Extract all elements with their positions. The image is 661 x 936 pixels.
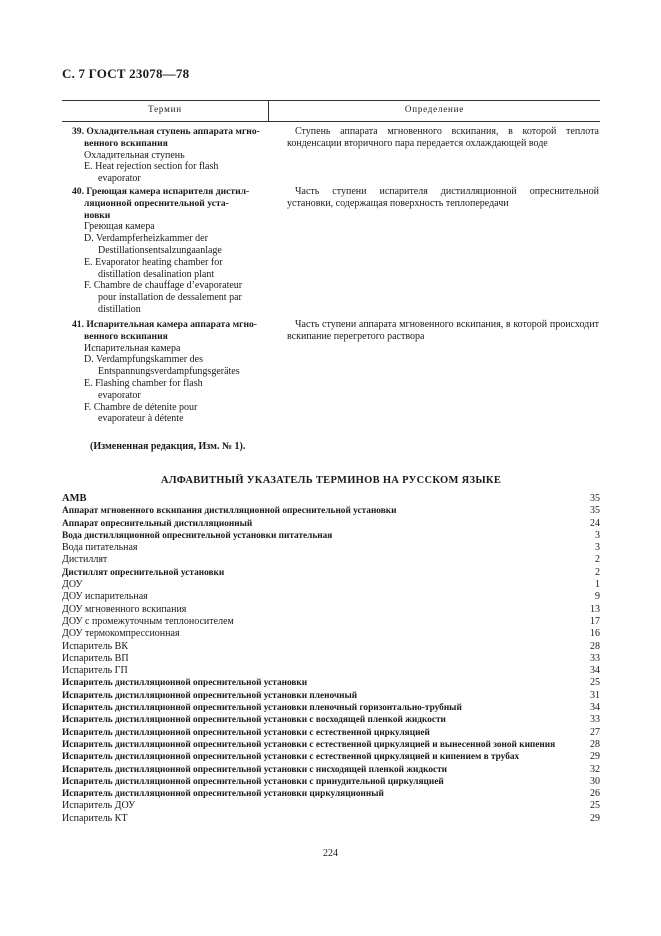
index-term: ДОУ термокомпрессионная xyxy=(62,628,180,640)
term-line: Испарительная камера xyxy=(84,342,181,354)
alphabetical-index xyxy=(62,493,600,825)
index-row xyxy=(62,653,600,665)
term-entry-39 xyxy=(72,126,268,185)
index-page-ref: 28 xyxy=(590,738,600,750)
index-term: Аппарат опреснительный дистилляционный xyxy=(62,518,253,529)
term-line: D. Verdampferheizkammer der xyxy=(84,233,208,245)
index-row xyxy=(62,554,600,566)
index-term: Аппарат мгновенного вскипания дистилляционной опреснительной установки xyxy=(62,506,397,517)
index-page-ref: 27 xyxy=(590,726,600,738)
index-page-ref: 13 xyxy=(590,603,600,615)
index-term: Испаритель ГП xyxy=(62,665,128,677)
index-page-ref: 25 xyxy=(590,677,600,689)
index-row xyxy=(62,616,600,628)
index-page-ref: 29 xyxy=(590,751,600,763)
definition-39 xyxy=(287,126,599,150)
index-term: Дистиллят xyxy=(62,554,108,566)
page-number: 224 xyxy=(323,848,338,859)
index-term: Вода дистилляционной опреснительной установки питательная xyxy=(62,530,333,541)
definition-text: Часть ступени аппарата мгновенного вскипания, в которой происходит вскипание перегретого раствора xyxy=(287,319,599,342)
index-term: Испаритель дистилляционной опреснительной установки пленочный xyxy=(62,690,358,701)
index-page-ref: 9 xyxy=(595,591,600,603)
term-title-line: 40. Греющая камера испарителя дистил- xyxy=(72,186,250,197)
index-term: Испаритель ВП xyxy=(62,652,129,664)
term-entry-40 xyxy=(72,186,268,316)
index-row xyxy=(62,751,600,763)
term-title-line: венного вскипания xyxy=(84,137,168,149)
term-line: E. Evaporator heating chamber for xyxy=(84,256,223,268)
index-row xyxy=(62,641,600,653)
index-page-ref: 16 xyxy=(590,628,600,640)
index-title: АЛФАВИТНЫЙ УКАЗАТЕЛЬ ТЕРМИНОВ НА РУССКОМ ЯЗЫКЕ xyxy=(160,475,502,486)
index-page-ref: 34 xyxy=(590,702,600,714)
index-row xyxy=(62,727,600,739)
index-page-ref: 33 xyxy=(590,652,600,664)
definition-text: Ступень аппарата мгновенного вскипания, в которой теплота конденсации вторичного пара передается охлаждающей воде xyxy=(287,126,599,149)
term-line: E. Heat rejection section for flash xyxy=(84,161,219,173)
index-term: Испаритель дистилляционной опреснительной установки с нисходящей пленкой жидкости xyxy=(62,764,448,775)
index-term: Испаритель дистилляционной опреснительной установки пленочный горизонтально-трубный xyxy=(62,703,462,714)
amendment-note: (Измененная редакция, Изм. № 1). xyxy=(90,441,246,452)
index-term: Испаритель КТ xyxy=(62,812,128,824)
index-term: ДОУ мгновенного вскипания xyxy=(62,603,187,615)
term-line: D. Verdampfungskammer des xyxy=(84,354,203,366)
index-term: ДОУ испарительная xyxy=(62,591,148,603)
index-row xyxy=(62,604,600,616)
index-term: Дистиллят опреснительной установки xyxy=(62,567,225,578)
term-title-line: венного вскипания xyxy=(84,330,168,342)
index-term: Испаритель ДОУ xyxy=(62,800,136,812)
table-header-rule xyxy=(62,121,600,122)
index-page-ref: 31 xyxy=(590,689,600,701)
page-header: С. 7 ГОСТ 23078—78 xyxy=(62,66,190,81)
index-row xyxy=(62,530,600,542)
term-title-line: 41. Испарительная камера аппарата мгно- xyxy=(72,319,257,330)
term-line: Entspannungsverdampfungsgerätes xyxy=(98,366,240,378)
index-page-ref: 29 xyxy=(590,812,600,824)
term-line: evaporator xyxy=(98,389,141,401)
term-line: Destillationsentsalzungaanlage xyxy=(98,244,222,256)
definition-41 xyxy=(287,319,599,343)
column-header-definition: Определение xyxy=(404,104,465,114)
index-row xyxy=(62,665,600,677)
index-term: АМВ xyxy=(62,493,87,504)
term-line: distillation xyxy=(98,303,141,315)
index-term: Испаритель дистилляционной опреснительной установки циркуляционный xyxy=(62,789,384,800)
index-page-ref: 1 xyxy=(595,579,600,591)
term-title-line: новки xyxy=(84,209,111,221)
index-page-ref: 33 xyxy=(590,714,600,726)
index-row xyxy=(62,800,600,812)
index-page-ref: 35 xyxy=(590,505,600,517)
index-term: Испаритель дистилляционной опреснительной установки с принудительной циркуляцией xyxy=(62,776,444,787)
index-page-ref: 34 xyxy=(590,665,600,677)
index-row xyxy=(62,567,600,579)
index-row xyxy=(62,776,600,788)
term-line: Охладительная ступень xyxy=(84,149,185,161)
index-row xyxy=(62,518,600,530)
index-term: Испаритель дистилляционной опреснительной установки с естественной циркуляцией и кипением в трубах xyxy=(62,752,520,763)
definition-40 xyxy=(287,186,599,210)
index-page-ref: 2 xyxy=(595,554,600,566)
index-page-ref: 25 xyxy=(590,800,600,812)
index-row xyxy=(62,788,600,800)
term-line: Греющая камера xyxy=(84,221,155,233)
term-title-line: 39. Охладительная ступень аппарата мгно- xyxy=(72,126,260,137)
index-page-ref: 30 xyxy=(590,775,600,787)
table-top-rule xyxy=(62,100,600,101)
index-row xyxy=(62,579,600,591)
index-row xyxy=(62,813,600,825)
index-term: Испаритель дистилляционной опреснительной установки с естественной циркуляцией и вынесенной зоной кипения xyxy=(62,739,556,750)
index-page-ref: 17 xyxy=(590,615,600,627)
index-page-ref: 26 xyxy=(590,788,600,800)
index-row xyxy=(62,677,600,689)
index-term: ДОУ с промежуточным теплоносителем xyxy=(62,615,234,627)
index-page-ref: 35 xyxy=(590,493,600,504)
index-row xyxy=(62,591,600,603)
index-term: Вода питательная xyxy=(62,542,138,554)
index-term: Испаритель дистилляционной опреснительной установки с естественной циркуляцией xyxy=(62,727,430,738)
index-page-ref: 3 xyxy=(595,529,600,541)
term-line: pour installation de dessalement par xyxy=(98,292,242,304)
index-page-ref: 32 xyxy=(590,763,600,775)
definition-text: Часть ступени испарителя дистилляционной опреснительной установки, содержащая поверхность теплопередачи xyxy=(287,186,599,209)
index-row xyxy=(62,764,600,776)
index-row xyxy=(62,505,600,517)
index-row xyxy=(62,702,600,714)
index-row xyxy=(62,493,600,505)
index-term: ДОУ xyxy=(62,579,83,591)
term-line: evaporateur à détente xyxy=(98,413,184,425)
index-page-ref: 24 xyxy=(590,517,600,529)
index-page-ref: 2 xyxy=(595,566,600,578)
column-header-term: Термин xyxy=(148,104,182,114)
term-line: F. Chambre de détenite pour xyxy=(84,401,198,413)
index-row xyxy=(62,628,600,640)
index-page-ref: 28 xyxy=(590,640,600,652)
term-line: E. Flashing chamber for flash xyxy=(84,377,203,389)
index-row xyxy=(62,714,600,726)
term-line: distillation desalination plant xyxy=(98,268,215,280)
term-title-line: ляционной опреснительной уста- xyxy=(84,197,229,209)
index-term: Испаритель ВК xyxy=(62,640,129,652)
index-term: Испаритель дистилляционной опреснительной установки xyxy=(62,678,308,689)
term-entry-41 xyxy=(72,319,268,425)
index-page-ref: 3 xyxy=(595,542,600,554)
index-term: Испаритель дистилляционной опреснительной установки с восходящей пленкой жидкости xyxy=(62,715,446,726)
index-row xyxy=(62,690,600,702)
term-line: F. Chambre de chauffage d’evaporateur xyxy=(84,280,243,292)
index-row xyxy=(62,542,600,554)
index-row xyxy=(62,739,600,751)
term-line: evaporator xyxy=(98,173,141,185)
